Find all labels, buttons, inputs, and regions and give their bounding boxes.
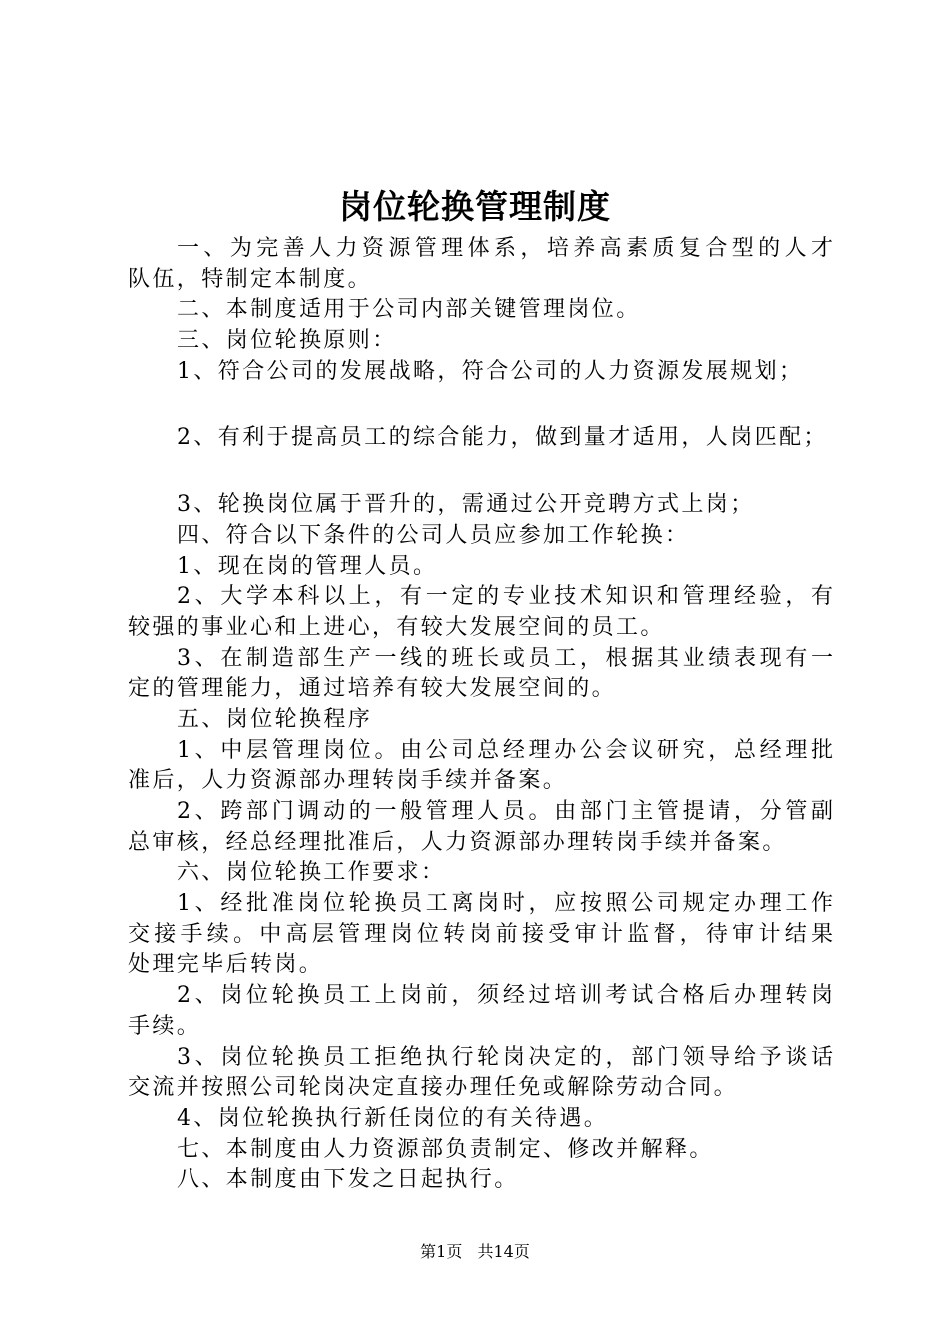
blank-line [128, 387, 833, 423]
paragraph-line: 五、岗位轮换程序 [177, 706, 373, 732]
paragraph-line: 八、本制度由下发之日起执行。 [177, 1167, 519, 1193]
blank-line [128, 454, 833, 490]
page-footer [0, 1241, 950, 1263]
paragraph-line: 二、本制度适用于公司内部关键管理岗位。 [177, 297, 641, 323]
paragraph-line: 3、在制造部生产一线的班长或员工，根据其业绩表现有一 [177, 645, 833, 671]
paragraph-line: 3、轮换岗位属于晋升的，需通过公开竞聘方式上岗； [177, 492, 755, 518]
paragraph-line: 处理完毕后转岗。 [128, 952, 324, 978]
paragraph-line: 一、为完善人力资源管理体系，培养高素质复合型的人才 [177, 236, 833, 261]
paragraph-line: 准后，人力资源部办理转岗手续并备案。 [128, 768, 568, 794]
paragraph-line: 2、岗位轮换员工上岗前，须经过培训考试合格后办理转岗 [177, 983, 833, 1009]
paragraph-line: 三、岗位轮换原则： [177, 328, 397, 354]
paragraph-line: 四、符合以下条件的公司人员应参加工作轮换： [177, 522, 690, 548]
paragraph-line: 总审核，经总经理批准后，人力资源部办理转岗手续并备案。 [128, 829, 787, 855]
paragraph-line: 定的管理能力，通过培养有较大发展空间的。 [128, 676, 617, 702]
paragraph-line: 1、符合公司的发展战略，符合公司的人力资源发展规划； [177, 358, 804, 384]
page-number: 第1页 [420, 1242, 463, 1261]
paragraph-line: 1、中层管理岗位。由公司总经理办公会议研究，总经理批 [177, 737, 833, 763]
paragraph-line: 3、岗位轮换员工拒绝执行轮岗决定的，部门领导给予谈话 [177, 1044, 833, 1070]
paragraph-line: 1、现在岗的管理人员。 [177, 553, 438, 579]
paragraph-line: 交接手续。中高层管理岗位转岗前接受审计监督，待审计结果 [128, 921, 833, 947]
paragraph-line: 1、经批准岗位轮换员工离岗时，应按照公司规定办理工作 [177, 891, 833, 917]
paragraph-line: 七、本制度由人力资源部负责制定、修改并解释。 [177, 1136, 714, 1162]
paragraph-line: 较强的事业心和上进心，有较大发展空间的员工。 [128, 614, 665, 640]
paragraph-line: 交流并按照公司轮岗决定直接办理任免或解除劳动合同。 [128, 1075, 739, 1101]
paragraph-line: 2、大学本科以上，有一定的专业技术知识和管理经验，有 [177, 584, 833, 610]
document-title: 岗位轮换管理制度 [339, 187, 611, 226]
paragraph-line: 六、岗位轮换工作要求： [177, 860, 446, 886]
paragraph-line: 队伍，特制定本制度。 [128, 266, 373, 292]
paragraph-line: 2、跨部门调动的一般管理人员。由部门主管提请，分管副 [177, 799, 833, 824]
document-body [128, 234, 833, 1196]
paragraph-line: 手续。 [128, 1013, 202, 1039]
page-total: 共14页 [477, 1242, 530, 1261]
paragraph-line: 4、岗位轮换执行新任岗位的有关待遇。 [177, 1105, 609, 1131]
paragraph-line: 2、有利于提高员工的综合能力，做到量才适用，人岗匹配； [177, 425, 828, 451]
